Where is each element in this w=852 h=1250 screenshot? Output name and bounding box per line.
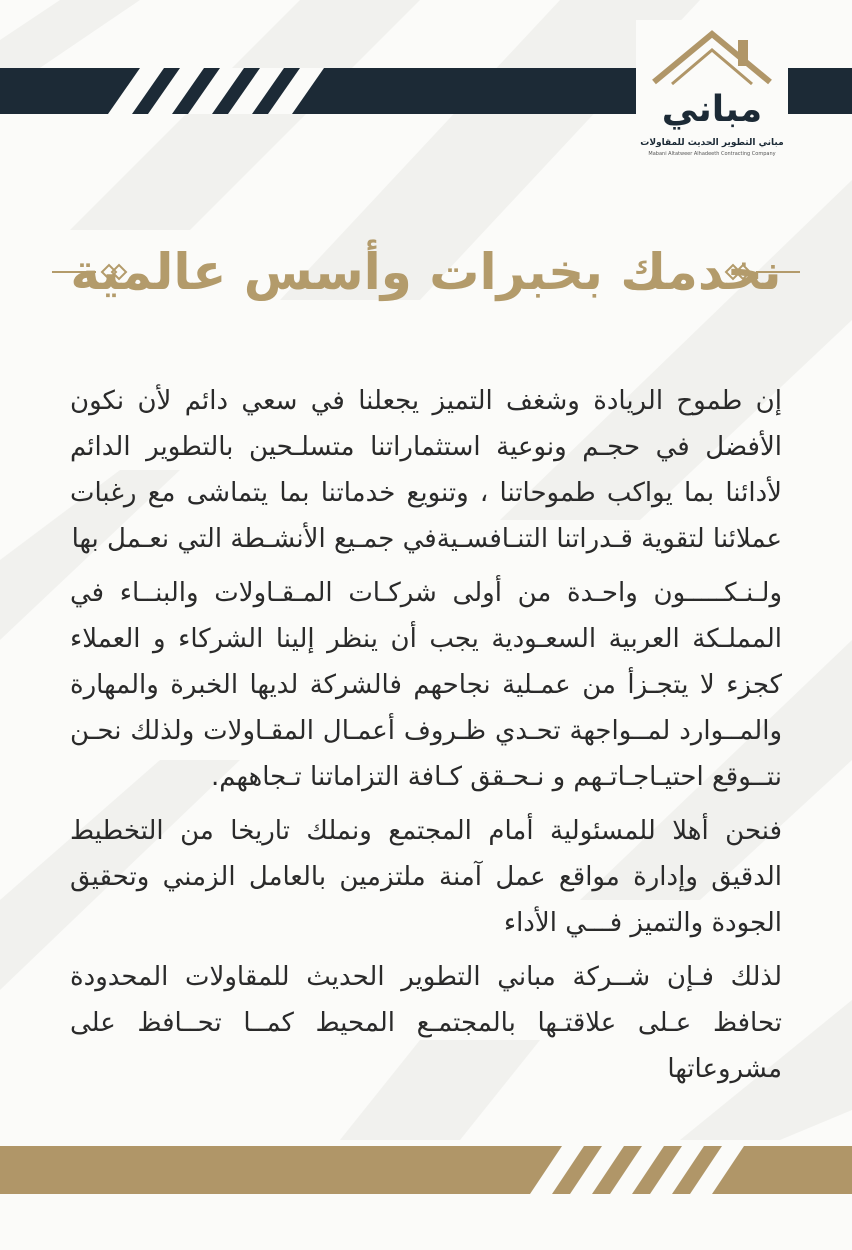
paragraph-partnership: ولـنـكـــــون واحـدة من أولى شركـات المـقـاولات والبنــاء في المملـكة العربية السعـودية يجب أن ينظر إلينا الشركاء و العملاء كجزء لا يتجـزأ من عمـلية نجاحهم فالشركة لديها الخبرة والمهارة والمــوارد لمــواجهة تحـدي ظـروف أعمـال المقـاولات ولذلك نحـن نتــوقع احتيـاجـاتـهم و نـحـقق كـافة التزاماتنا تـجاههم. <box>70 578 782 792</box>
logo-company-name-english: Mabani Altatweer Alhadeeth Contracting Company <box>648 151 776 157</box>
body-text <box>70 378 782 1100</box>
page-title: نخدمك بخبرات وأسس عالمية <box>70 243 782 301</box>
right-diamond-ornament-icon <box>724 258 800 286</box>
paragraph-vision: إن طموح الريادة وشغف التميز يجعلنا في سعي دائم لأن نكون الأفضل في حجـم ونوعية استثماراتنا متسلـحين بالتطوير الدائم لأدائنا بما يواكب طموحاتنا ، وتنويع خدماتنا بما يتماشى مع رغبات عملائنا لتقوية قـدراتنا التنـافسـيةفي جمـيع الأنشـطة التي نعـمل بها <box>70 386 782 554</box>
bottom-decorative-band <box>0 1146 852 1194</box>
logo-company-name-arabic: مباني التطوير الحديث للمقاولات <box>640 138 784 148</box>
logo-wordmark: مباني <box>661 89 763 130</box>
company-logo <box>636 20 788 160</box>
paragraph-community: لذلك فـإن شــركة مباني التطوير الحديث للمقاولات المحدودة تحافظ عـلى علاقتـها بالمجتمـع المحيط كمــا تحــافظ على مشروعاتها <box>70 962 782 1084</box>
paragraph-responsibility: فنحن أهلا للمسئولية أمام المجتمع ونملك تاريخا من التخطيط الدقيق وإدارة مواقع عمل آمنة ملتزمين بالعامل الزمني وتحقيق الجودة والتميز فـــي الأداء <box>70 816 782 938</box>
page-title-row <box>40 236 812 308</box>
